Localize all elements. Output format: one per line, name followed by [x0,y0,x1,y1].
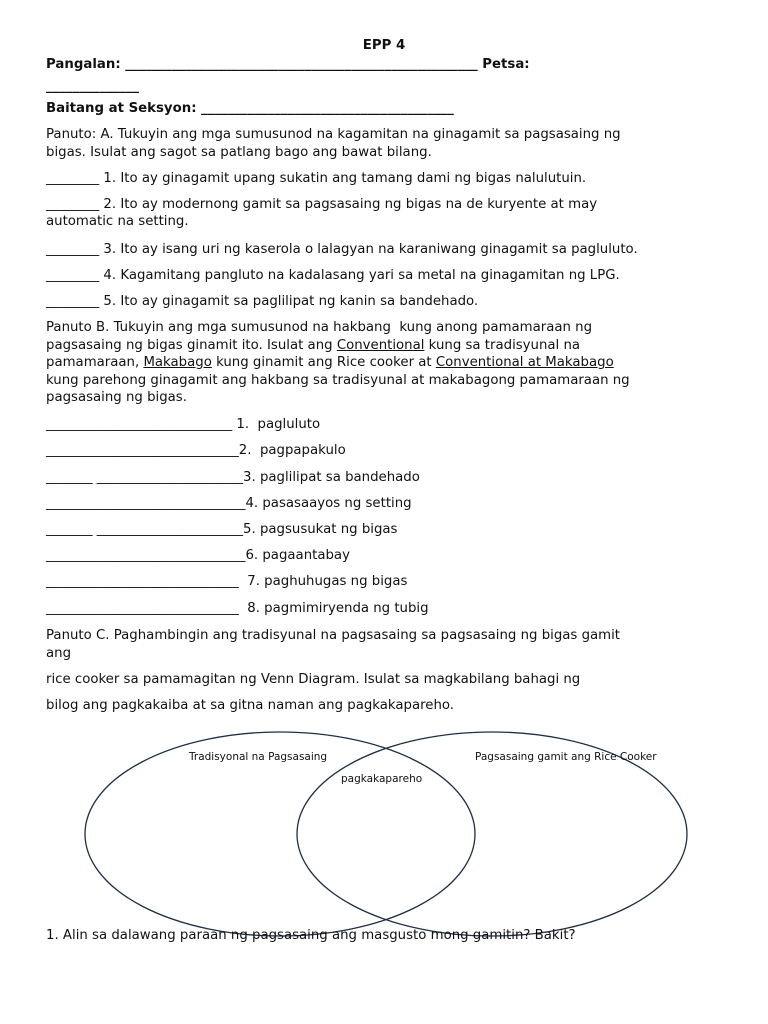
keyword-both: Conventional at Makabago [435,355,614,370]
item-text: 4. Kagamitang pangluto na kadalasang yari sa metal na ginagamitan ng LPG. [99,268,620,283]
part-b-item[interactable]: ______________________________4. pasasaayos ng setting [46,496,412,511]
name-label: Pangalan: [46,57,121,72]
part-c-question: 1. Alin sa dalawang paraan ng pagsasaing ang masgusto mong gamitin? Bakit? [46,928,576,943]
part-b-instruction-cont: pagsasaing ng bigas. [46,390,187,405]
part-b-item[interactable]: _____________________________2. pagpapakulo [46,443,346,458]
section-label: Baitang at Seksyon: [46,101,197,116]
part-c-instruction-cont: bilog ang pagkakaiba at sa gitna naman ang pagkakapareho. [46,698,455,713]
answer-blank[interactable]: ________ [46,197,100,212]
item-text: 1. Ito ay ginagamit upang sukatin ang tamang dami ng bigas nalulutuin. [99,171,587,186]
text-span: pamamaraan, [46,355,144,370]
part-b-item[interactable]: _____________________________ 8. pagmimiryenda ng tubig [46,601,429,616]
venn-right-label: Pagsasaing gamit ang Rice Cooker [475,751,657,763]
answer-blank[interactable]: ________ [46,268,100,283]
part-b-item[interactable]: _____________________________ 7. paghuhugas ng bigas [46,574,408,589]
page-title: EPP 4 [362,38,406,53]
venn-middle-label: pagkakapareho [341,773,423,785]
part-b-instruction: Panuto B. Tukuyin ang mga sumusunod na hakbang kung anong pamamaraan ng [46,320,593,335]
part-a-instruction: Panuto: A. Tukuyin ang mga sumusunod na kagamitan na ginagamit sa pagsasaing ng [46,127,621,142]
keyword-makabago: Makabago [143,355,212,370]
answer-blank[interactable]: ________ [46,171,100,186]
part-a-instruction-cont: bigas. Isulat ang sagot sa patlang bago ang bawat bilang. [46,145,432,160]
answer-blank[interactable]: ________ [46,294,100,309]
venn-left-label: Tradisyonal na Pagsasaing [189,751,328,763]
item-text: 5. Ito ay ginagamit sa paglilipat ng kanin sa bandehado. [99,294,479,309]
part-b-item[interactable]: ____________________________ 1. pagluluto [46,417,321,432]
item-text: 3. Ito ay isang uri ng kaserola o lalagyan na karaniwang ginagamit sa pagluluto. [99,242,638,257]
item-text: 2. Ito ay modernong gamit sa pagsasaing ng bigas na de kuryente at may [99,197,598,212]
part-c-instruction: Panuto C. Paghambingin ang tradisyunal na pagsasaing sa pagsasaing ng bigas gamit [46,628,621,643]
keyword-conventional: Conventional [336,338,425,353]
date-blank[interactable]: ______________ [46,79,140,94]
answer-blank[interactable]: ________ [46,242,100,257]
text-span: kung sa tradisyunal na [424,338,581,353]
text-span: pagsasaing ng bigas ginamit ito. Isulat ang [46,338,337,353]
part-b-item[interactable]: ______________________________6. pagaantabay [46,548,350,563]
part-b-item[interactable]: _______ ______________________5. pagsusukat ng bigas [46,522,398,537]
part-b-instruction-cont: kung parehong ginagamit ang hakbang sa tradisyunal at makabagong pamamaraan ng [46,373,630,388]
part-a-item-cont: automatic na setting. [46,214,189,229]
part-c-instruction-cont: rice cooker sa pamamagitan ng Venn Diagram. Isulat sa magkabilang bahagi ng [46,672,581,687]
date-label: Petsa: [482,57,530,72]
part-b-item[interactable]: _______ ______________________3. paglilipat sa bandehado [46,470,420,485]
text-span: kung ginamit ang Rice cooker at [211,355,436,370]
part-c-instruction-cont: ang [46,646,72,661]
section-blank[interactable]: ______________________________________ [201,101,454,116]
name-blank[interactable]: _____________________________________________________ [125,57,478,72]
